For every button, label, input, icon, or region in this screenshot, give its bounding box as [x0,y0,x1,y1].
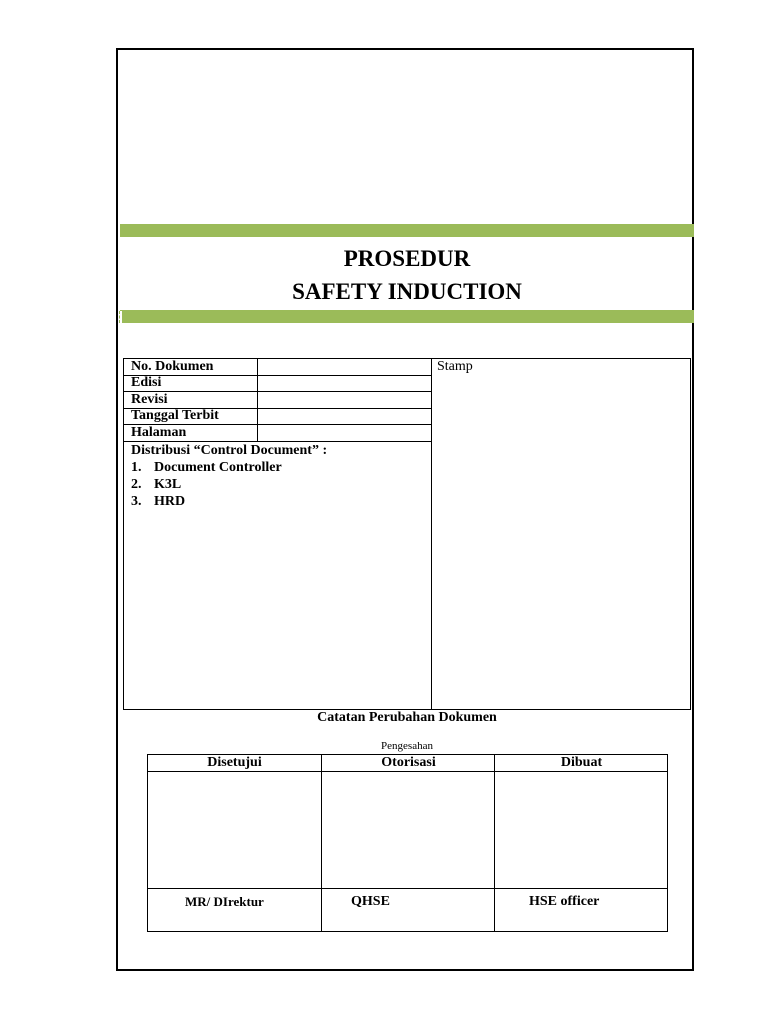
approval-table [147,754,668,932]
change-log-caption: Catatan Perubahan Dokumen [317,710,497,725]
info-value [257,375,432,391]
info-value [257,392,432,408]
document-title-line1: PROSEDUR [343,246,471,271]
approval-column-disetujui [148,755,321,931]
distribution-number: 2. [131,477,142,492]
info-row-tanggal-terbit [124,408,431,425]
info-value [257,359,432,375]
distribution-title: Distribusi “Control Document” : [131,443,328,458]
document-info-box [123,358,691,710]
info-label: Edisi [131,375,162,390]
signatory-name: QHSE [351,894,390,909]
signatory-name: MR/ DIrektur [185,894,264,909]
header-bar-top [120,224,694,237]
distribution-number: 1. [131,460,142,475]
approval-column-dibuat [494,755,668,931]
approval-column-otorisasi [321,755,495,931]
document-title-line2: SAFETY INDUCTION [292,279,522,304]
approval-column-header: Otorisasi [322,755,495,772]
approval-heading: Pengesahan [381,740,433,752]
signature-line [322,888,495,889]
signature-line [148,888,321,889]
info-row-edisi [124,375,431,392]
distribution-item [131,459,327,476]
approval-column-header: Dibuat [495,755,668,772]
bar-tick-mark [119,311,122,323]
info-row-halaman [124,425,431,442]
info-row-no-dokumen [124,359,431,376]
signatory-name: HSE officer [529,894,600,909]
header-bar-bottom [120,310,694,323]
info-row-revisi [124,392,431,409]
info-label: Halaman [131,425,187,440]
info-value [257,425,432,441]
distribution-item [131,476,327,493]
info-value [257,408,432,424]
distribution-block [131,442,327,510]
signature-line [495,888,668,889]
distribution-number: 3. [131,494,142,509]
info-left-column [124,359,432,709]
info-label: No. Dokumen [131,359,214,374]
info-label: Revisi [131,392,168,407]
distribution-item [131,493,327,510]
distribution-text: Document Controller [154,460,282,475]
stamp-label: Stamp [437,359,473,374]
distribution-text: K3L [154,477,182,492]
distribution-text: HRD [154,494,186,509]
info-label: Tanggal Terbit [131,408,219,423]
approval-column-header: Disetujui [148,755,321,772]
